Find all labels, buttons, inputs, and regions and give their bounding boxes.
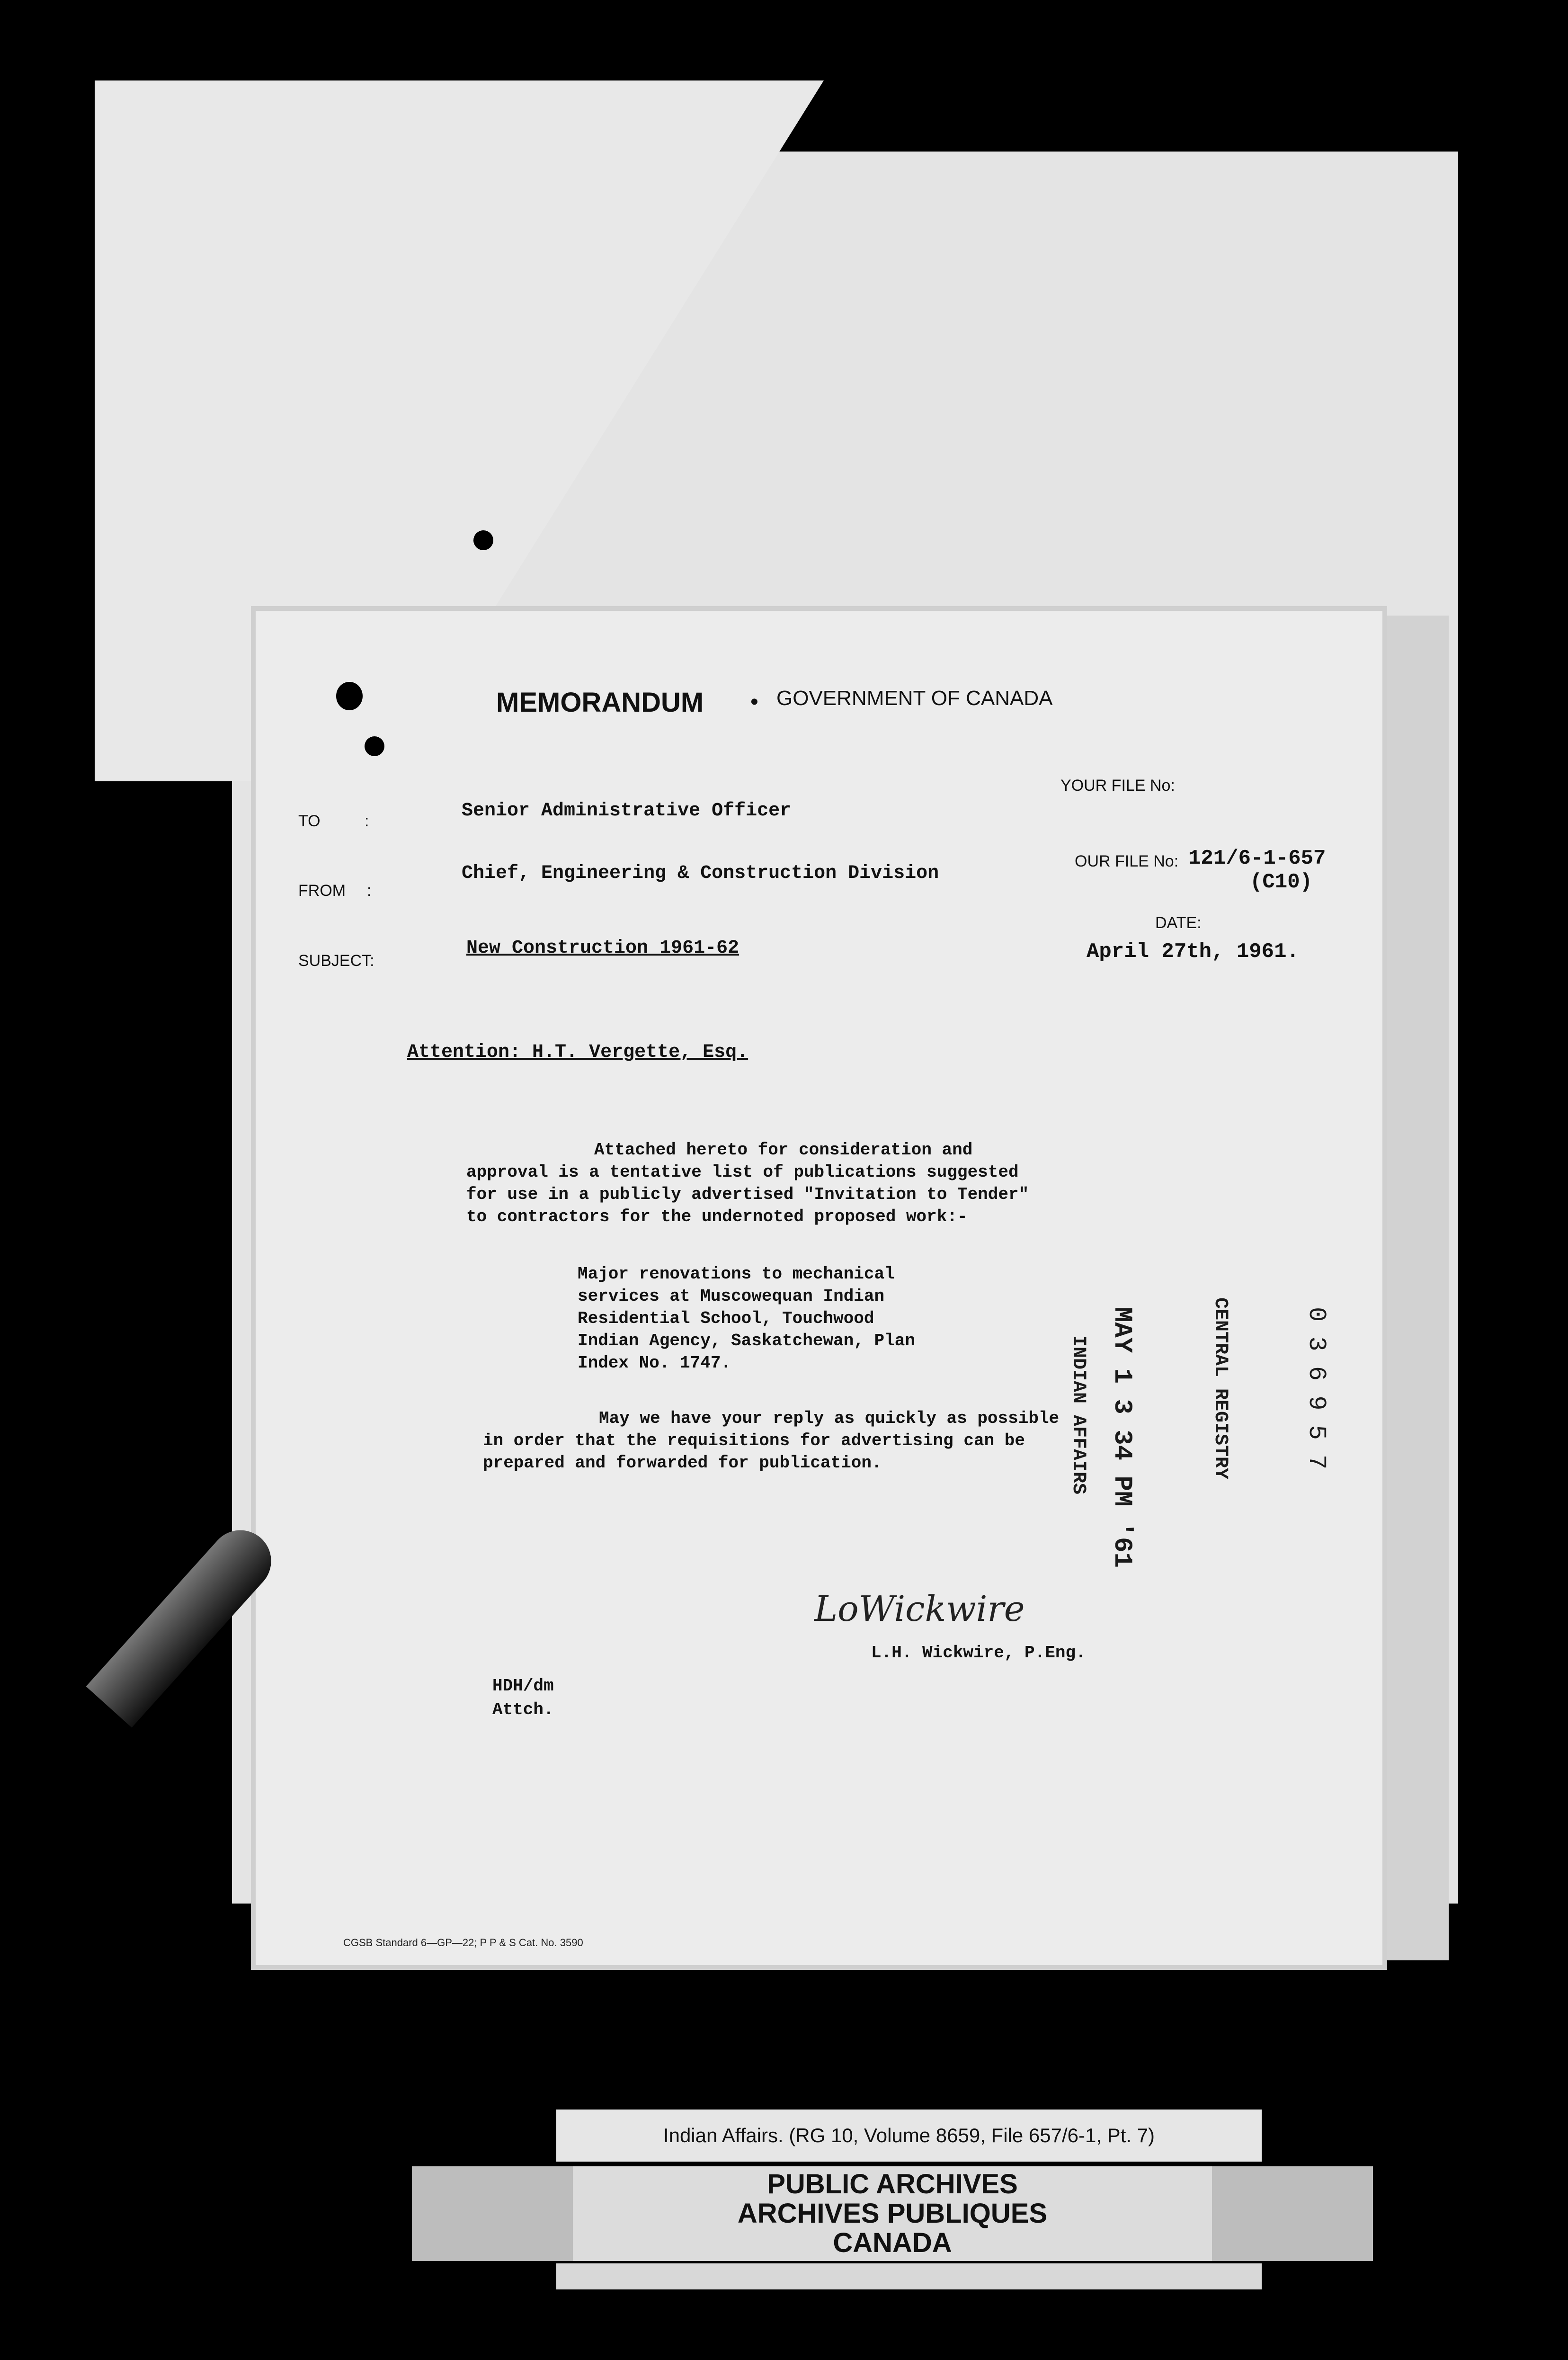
form-footer: CGSB Standard 6—GP—22; P P & S Cat. No. 3590 bbox=[343, 1937, 583, 1949]
banner-line: CANADA bbox=[833, 2227, 952, 2258]
initials: HDH/dm bbox=[492, 1676, 554, 1696]
from-value: Chief, Engineering & Construction Division bbox=[462, 863, 939, 884]
from-label: FROM bbox=[298, 882, 346, 900]
punch-hole bbox=[473, 530, 493, 550]
stamp-date: MAY 1 3 34 PM '61 bbox=[1107, 1307, 1136, 1568]
our-file-value: 121/6-1-657 bbox=[1188, 847, 1326, 870]
para1-line: Attached hereto for consideration and bbox=[594, 1140, 973, 1160]
archive-banner bbox=[573, 2166, 1212, 2261]
work-line: Residential School, Touchwood bbox=[578, 1309, 874, 1328]
subject-label: SUBJECT: bbox=[298, 952, 374, 970]
archive-banner-base bbox=[556, 2263, 1262, 2289]
archive-caption: Indian Affairs. (RG 10, Volume 8659, File 657/6-1, Pt. 7) bbox=[556, 2110, 1262, 2162]
our-file-sub: (C10) bbox=[1250, 870, 1313, 894]
para2-line: in order that the requisitions for advertising can be bbox=[483, 1431, 1025, 1450]
work-line: Indian Agency, Saskatchewan, Plan bbox=[578, 1331, 915, 1350]
para1-line: to contractors for the undernoted proposed work:- bbox=[466, 1207, 968, 1226]
stamp-registry: CENTRAL REGISTRY bbox=[1210, 1297, 1231, 1480]
subject-value: New Construction 1961-62 bbox=[466, 938, 739, 959]
stamp-office: INDIAN AFFAIRS bbox=[1068, 1335, 1089, 1495]
to-value: Senior Administrative Officer bbox=[462, 800, 792, 822]
stamp-number: 0 3 6 9 5 7 bbox=[1302, 1307, 1330, 1470]
memo-org: GOVERNMENT OF CANADA bbox=[776, 687, 1053, 710]
signatory: L.H. Wickwire, P.Eng. bbox=[871, 1643, 1086, 1663]
punch-hole bbox=[365, 736, 384, 756]
signature: LoWickwire bbox=[814, 1589, 1025, 1629]
work-line: Index No. 1747. bbox=[578, 1353, 731, 1373]
memo-bullet: • bbox=[750, 689, 758, 715]
memo-heading: MEMORANDUM bbox=[496, 687, 704, 718]
punch-hole bbox=[336, 682, 363, 710]
date-value: April 27th, 1961. bbox=[1087, 940, 1299, 964]
attention-line: Attention: H.T. Vergette, Esq. bbox=[407, 1042, 748, 1063]
work-line: services at Muscowequan Indian bbox=[578, 1287, 885, 1306]
from-colon: : bbox=[367, 882, 372, 900]
para2-line: May we have your reply as quickly as possible bbox=[599, 1409, 1060, 1428]
to-colon: : bbox=[365, 812, 369, 830]
para2-line: prepared and forwarded for publication. bbox=[483, 1453, 882, 1473]
attachment-note: Attch. bbox=[492, 1700, 554, 1719]
para1-line: for use in a publicly advertised "Invitation to Tender" bbox=[466, 1185, 1029, 1204]
work-line: Major renovations to mechanical bbox=[578, 1264, 895, 1284]
your-file-label: YOUR FILE No: bbox=[1060, 777, 1175, 795]
bleed-through-text bbox=[402, 1018, 413, 1037]
banner-line: PUBLIC ARCHIVES bbox=[767, 2169, 1018, 2199]
our-file-label: OUR FILE No: bbox=[1075, 852, 1179, 870]
para1-line: approval is a tentative list of publications suggested bbox=[466, 1162, 1019, 1182]
to-label: TO bbox=[298, 812, 321, 830]
banner-line: ARCHIVES PUBLIQUES bbox=[737, 2198, 1048, 2229]
date-label: DATE: bbox=[1155, 914, 1202, 932]
